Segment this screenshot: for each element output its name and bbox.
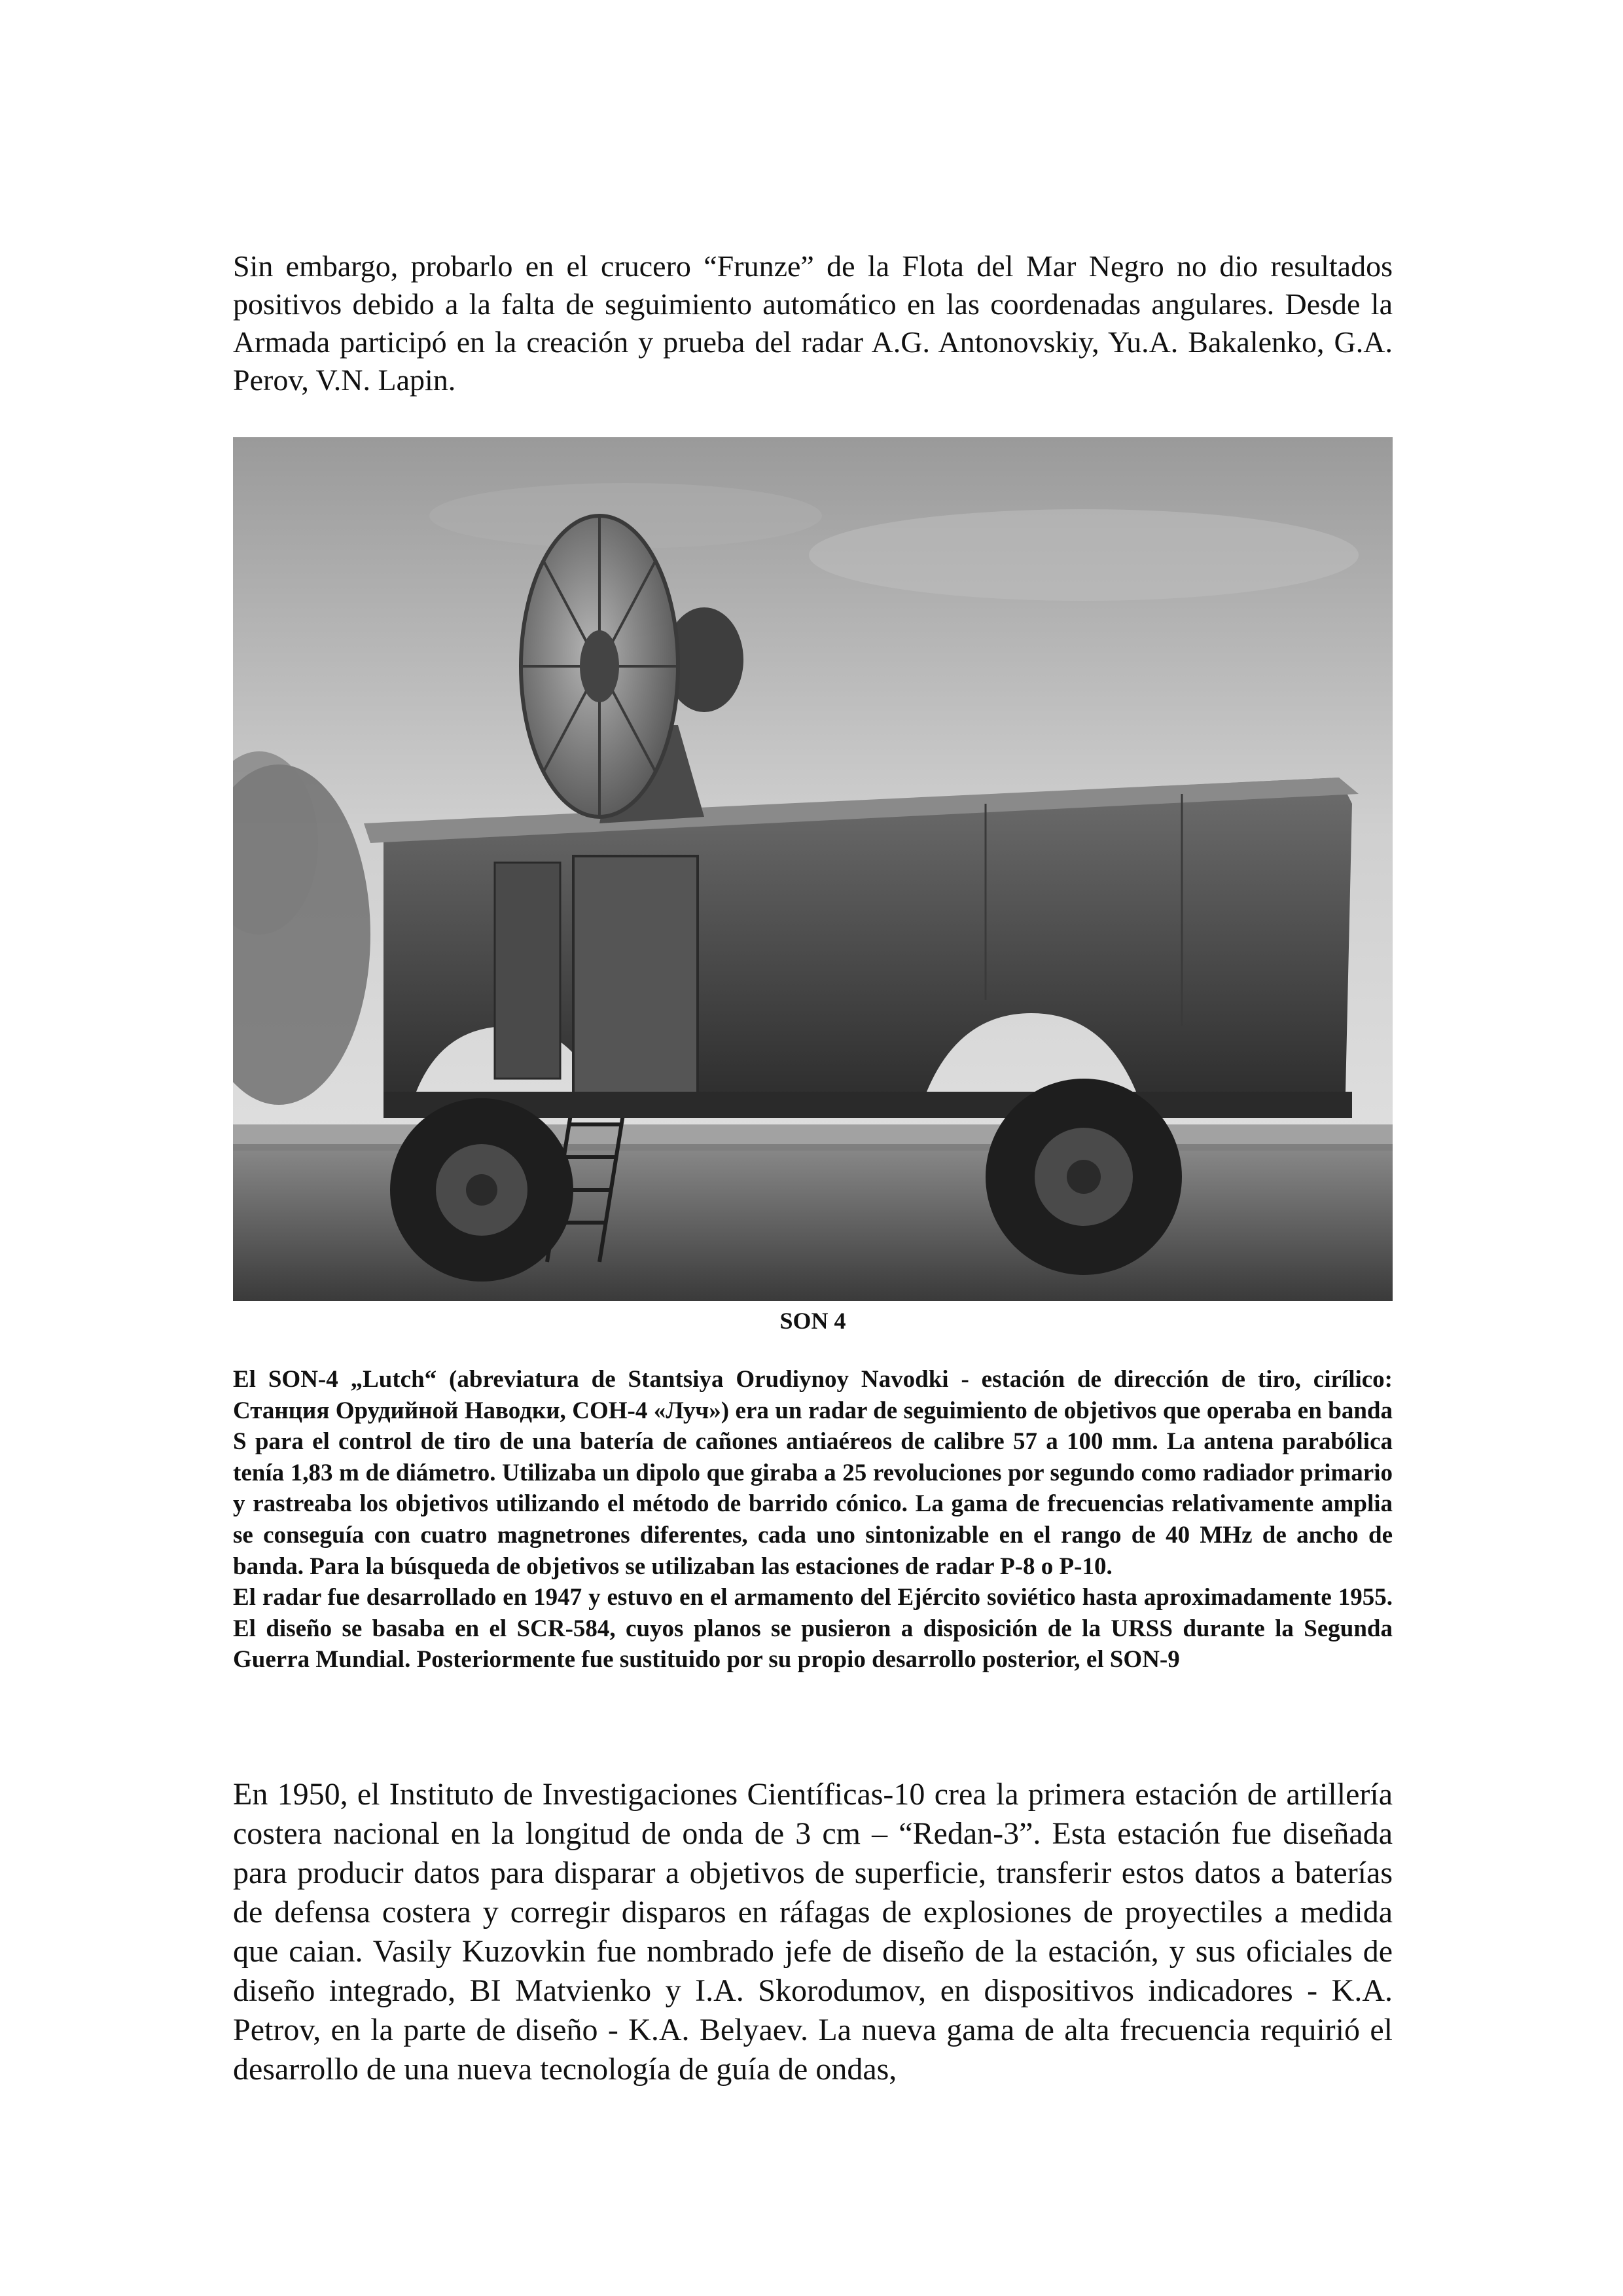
radar-trailer-photo xyxy=(233,437,1393,1301)
description-paragraph-2: El radar fue desarrollado en 1947 y estuvo en el armamento del Ejército soviético hasta aproximadamente 1955. El diseño se basaba en el SCR-584, cuyos planos se pusieron a disposición de la URSS durante la Segunda Guerra Mundial. Posteriormente fue sustituido por su propio desarrollo posterior, el SON-9 xyxy=(233,1584,1393,1674)
description-paragraph-1: El SON-4 „Lutch“ (abreviatura de Stantsiya Orudiynoy Navodki - estación de dirección de tiro, cirílico: Станция Орудийной Наводки, СОН-4 «Луч») era un radar de seguimiento de objetivos que operaba en banda S para el control de tiro de una batería de cañones antiaéreos de calibre 57 a 100 mm. La antena parabólica tenía 1,83 m de diámetro. Utilizaba un dipolo que giraba a 25 revoluciones por segundo como radiador primario y rastreaba los objetivos utilizando el método de barrido cónico. La gama de frecuencias relativamente amplia se conseguía con cuatro magnetrones diferentes, cada uno sintonizable en el rango de 40 MHz de ancho de banda. Para la búsqueda de objetivos se utilizaban las estaciones de radar P-8 o P-10. xyxy=(233,1366,1393,1580)
figure-caption: SON 4 xyxy=(779,1308,846,1334)
son4-description xyxy=(233,1364,1393,1676)
intro-paragraph: Sin embargo, probarlo en el crucero “Frunze” de la Flota del Mar Negro no dio resultados positivos debido a la falta de seguimiento automático en las coordenadas angulares. Desde la Armada participó en la creación y prueba del radar A.G. Antonovskiy, Yu.A. Bakalenko, G.A. Perov, V.N. Lapin. xyxy=(233,249,1393,397)
body-paragraph: En 1950, el Instituto de Investigaciones Científicas-10 crea la primera estación de artillería costera nacional en la longitud de onda de 3 cm – “Redan-3”. Esta estación fue diseñada para producir datos para disparar a objetivos de superficie, transferir estos datos a baterías de defensa costera y corregir disparos en ráfagas de explosiones de proyectiles a medida que caian. Vasily Kuzovkin fue nombrado jefe de diseño de la estación, y sus oficiales de diseño integrado, BI Matvienko y I.A. Skorodumov, en dispositivos indicadores - K.A. Petrov, en la parte de diseño - K.A. Belyaev. La nueva gama de alta frecuencia requirió el desarrollo de una nueva tecnología de guía de ondas, xyxy=(233,1777,1393,2087)
